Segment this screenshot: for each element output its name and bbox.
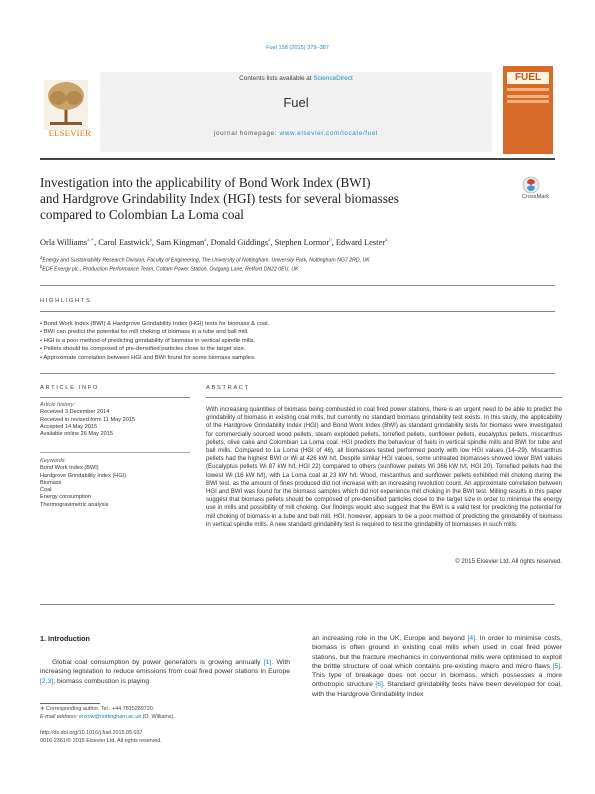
corresponding-author-note: ∗ Corresponding author. Tel.: +44 7815289720. xyxy=(40,706,155,712)
article-title xyxy=(40,175,480,223)
email-note xyxy=(40,714,290,721)
affiliation xyxy=(40,264,555,273)
author[interactable]: Donald Giddings$^a$, xyxy=(210,237,273,247)
author-affiliation-mark: a xyxy=(149,238,152,243)
sciencedirect-link[interactable]: ScienceDirect xyxy=(313,75,353,82)
homepage-link[interactable]: www.elsevier.com/locate/fuel xyxy=(279,130,379,137)
author[interactable]: Sam Kingman$^a$, xyxy=(156,237,209,247)
abstract-text: With increasing quantities of biomass being combusted in coal fired power stations, there is an urgent need to be able to predict the grindability of biomass in existing coal mills, but currently no standard biomass grindability test exists. In this study, the applicability of the Hardgrove Grindability Index (HGI) and Bond Work Index (BWI) as standard grindability tests for biomass were investigated for commercially sourced wood pellets, steam exploded pellets, torrefied pellets, sunflower pellets, eucalyptus pellets, miscanthus pellets, olive cake and Colombian La Loma coal. HGI predicts the behaviour of fuels in vertical spindle mills and BWI for tube and ball mills. Compared to La Loma (HGI of 46), all biomasses tested performed poorly with low HGI values (14–29). Miscanthus pellets had the highest BWI or Wi at 426 kW h/t. Despite similar HGI values, some untreated biomasses showed lower BWI values (Eucalyptus pellets Wi 87 kW h/t, HGI 22) compared to others (sunflower pellets Wi 366 kW h/t, HGI 20). Torrefied pellets had the lowest Wi (16 kW h/t), with La Loma coal at 23 kW h/t. Wood, miscanthus and sunflower pellets exhibited mill choking during the BWI test, as the amount of fines produced did not increase with an increasing revolution count. An approximate correlation between HGI and BWI was found for the biomass samples which did not experience mill choking in the BWI test. Milling results in this paper suggest that biomass pellets should be composed of pre-densified particles close to the target size in order to minimise the energy use in mills and possibility of mill choking. Our findings would also suggest that the BWI is a valid test for predicting the potential for mill choking of biomass in a tube and ball mill. HGI, however, appears to be a poor method of predicting the grindability of biomass in vertical spindle mills. A new standard grindability test is required to test the grindability of biomasses in such mills. xyxy=(206,406,562,528)
keywords-label: Keywords: xyxy=(40,458,67,464)
author-affiliation-mark: a,∗ xyxy=(87,238,95,243)
history-item: Accepted 14 May 2015 xyxy=(40,423,98,430)
intro-paragraph-right: an increasing role in the UK, Europe and beyond [4]. In order to minimise costs, biomass is often ground in existing coal mills when used in coal fired power stations, but the fracture mechanics in conventional mills were optimised to exploit the brittle structure of coal which contains pre-existing macro and micro flaws [5]. This type of breakage does not occur in biomass, which possesses a more orthotropic structure [6]. Standard grindability tests have been developed for coal, with the Hardgrove Grindability Index xyxy=(312,635,562,698)
author-affiliation-mark: b xyxy=(329,238,332,243)
section-divider xyxy=(40,285,555,286)
crossmark-icon xyxy=(522,176,540,194)
author[interactable]: Edward Lester$^a$ xyxy=(335,237,388,247)
citation-link[interactable]: [5] xyxy=(552,662,561,670)
cover-band xyxy=(507,95,549,98)
author[interactable]: Orla Williams$^{a,∗}$, xyxy=(40,237,97,247)
affiliation-mark: b xyxy=(40,264,43,269)
author[interactable]: Stephen Lormor$^b$, xyxy=(274,237,334,247)
article-info-heading: ARTICLE INFO xyxy=(40,385,100,391)
introduction-heading: 1. Introduction xyxy=(40,634,90,643)
highlights-heading: HIGHLIGHTS xyxy=(40,298,92,304)
affiliation-text: EDF Energy plc., Production Performance Team, Cottam Power Station, Outgang Lane, Retford DN22 0EU, UK xyxy=(42,266,299,273)
article-info-divider xyxy=(40,452,190,453)
author-list xyxy=(40,237,555,247)
keyword: Coal xyxy=(40,487,52,494)
author-affiliation-mark: a xyxy=(204,238,207,243)
intro-paragraph-left: Global coal consumption by power generators is growing annually [1]. With increasing legislation to reduce emissions from coal fired power stations in Europe [2,3], biomass combustion is playing xyxy=(40,659,290,685)
title-line: Investigation into the applicability of Bond Work Index (BWI) xyxy=(40,175,371,190)
keyword: Biomass xyxy=(40,479,62,486)
title-line: compared to Colombian La Loma coal xyxy=(40,207,244,222)
section-divider xyxy=(40,604,555,605)
highlights-list xyxy=(40,320,555,362)
email-label: E-mail address: xyxy=(40,714,78,720)
history-label: Article history: xyxy=(40,402,76,408)
journal-homepage xyxy=(100,130,492,137)
cover-title: FUEL xyxy=(507,72,549,84)
abstract-copyright: © 2015 Elsevier Ltd. All rights reserved. xyxy=(455,558,562,565)
history-item: Received in revised form 11 May 2015 xyxy=(40,416,136,423)
keyword: Bond Work Index (BWI) xyxy=(40,465,99,472)
journal-name: Fuel xyxy=(283,95,309,110)
footnote-rule xyxy=(40,703,100,704)
highlight-item: • Approximate correlation between HGI and BWI found for some biomass samples. xyxy=(40,354,555,362)
title-line: and Hardgrove Grindability Index (HGI) tests for several biomasses xyxy=(40,191,399,206)
issn-line: 0016-2361/© 2015 Elsevier Ltd. All rights reserved. xyxy=(40,738,162,744)
affiliation xyxy=(40,255,555,264)
cover-band xyxy=(507,100,549,103)
abstract-heading: ABSTRACT xyxy=(206,385,250,391)
citation-link[interactable]: [2,3] xyxy=(40,677,54,685)
journal-cover-thumbnail[interactable] xyxy=(503,66,553,154)
affiliation-mark: a xyxy=(40,255,43,260)
citation-link[interactable]: [4] xyxy=(467,635,476,642)
email-suffix: (O. Williams). xyxy=(142,714,175,720)
contents-line xyxy=(100,75,492,82)
keyword: Thermogravimetric analysis xyxy=(40,501,109,508)
highlight-item: • HGI is a poor method of predicting grindability of biomass in vertical spindle mills. xyxy=(40,337,555,345)
citation-link[interactable]: [6] xyxy=(375,681,383,689)
email-link[interactable]: enxow@nottingham.ac.uk xyxy=(78,714,142,720)
section-divider xyxy=(40,311,555,312)
author-affiliation-mark: a xyxy=(385,238,388,243)
highlight-item: • Pellets should be composed of pre-densified particles close to the target size. xyxy=(40,345,555,353)
header-divider xyxy=(40,158,555,160)
homepage-label: journal homepage: xyxy=(213,130,278,137)
citation-link[interactable]: [1] xyxy=(263,659,272,666)
history-item: Received 3 December 2014 xyxy=(40,409,110,416)
crossmark-label: CrossMark xyxy=(522,194,550,200)
highlight-item: • BWI can predict the potential for mill choking of biomass in a tube and ball mill. xyxy=(40,328,555,336)
journal-reference[interactable]: Fuel 158 (2015) 379–387 xyxy=(266,45,329,51)
section-divider xyxy=(40,373,555,374)
affiliation-text: Energy and Sustainability Research Division, Faculty of Engineering, The University of Nottingham, University Park, Nottingham NG7 2RD, UK xyxy=(42,257,370,264)
history-item: Available online 26 May 2015 xyxy=(40,431,113,438)
article-history xyxy=(40,402,180,438)
keyword: Hardgrove Grindability Index (HGI) xyxy=(40,472,127,479)
author[interactable]: Carol Eastwick$^a$, xyxy=(98,237,154,247)
publisher-logo-text: ELSEVIER xyxy=(48,128,92,138)
keyword: Energy consumption xyxy=(40,494,91,501)
crossmark-badge[interactable] xyxy=(522,176,572,200)
article-info-divider xyxy=(40,397,190,398)
author-affiliation-mark: a xyxy=(268,238,271,243)
highlight-item: • Bond Work Index (BWI) & Hardgrove Grindability Index (HGI) tests for biomass & coal. xyxy=(40,320,555,328)
doi-link[interactable]: http://dx.doi.org/10.1016/j.fuel.2015.05.037 xyxy=(40,730,143,736)
keywords xyxy=(40,458,180,509)
masthead-band xyxy=(100,72,492,152)
cover-band xyxy=(507,88,549,91)
abstract-divider xyxy=(206,397,562,398)
contents-label: Contents lists available at xyxy=(239,75,312,82)
